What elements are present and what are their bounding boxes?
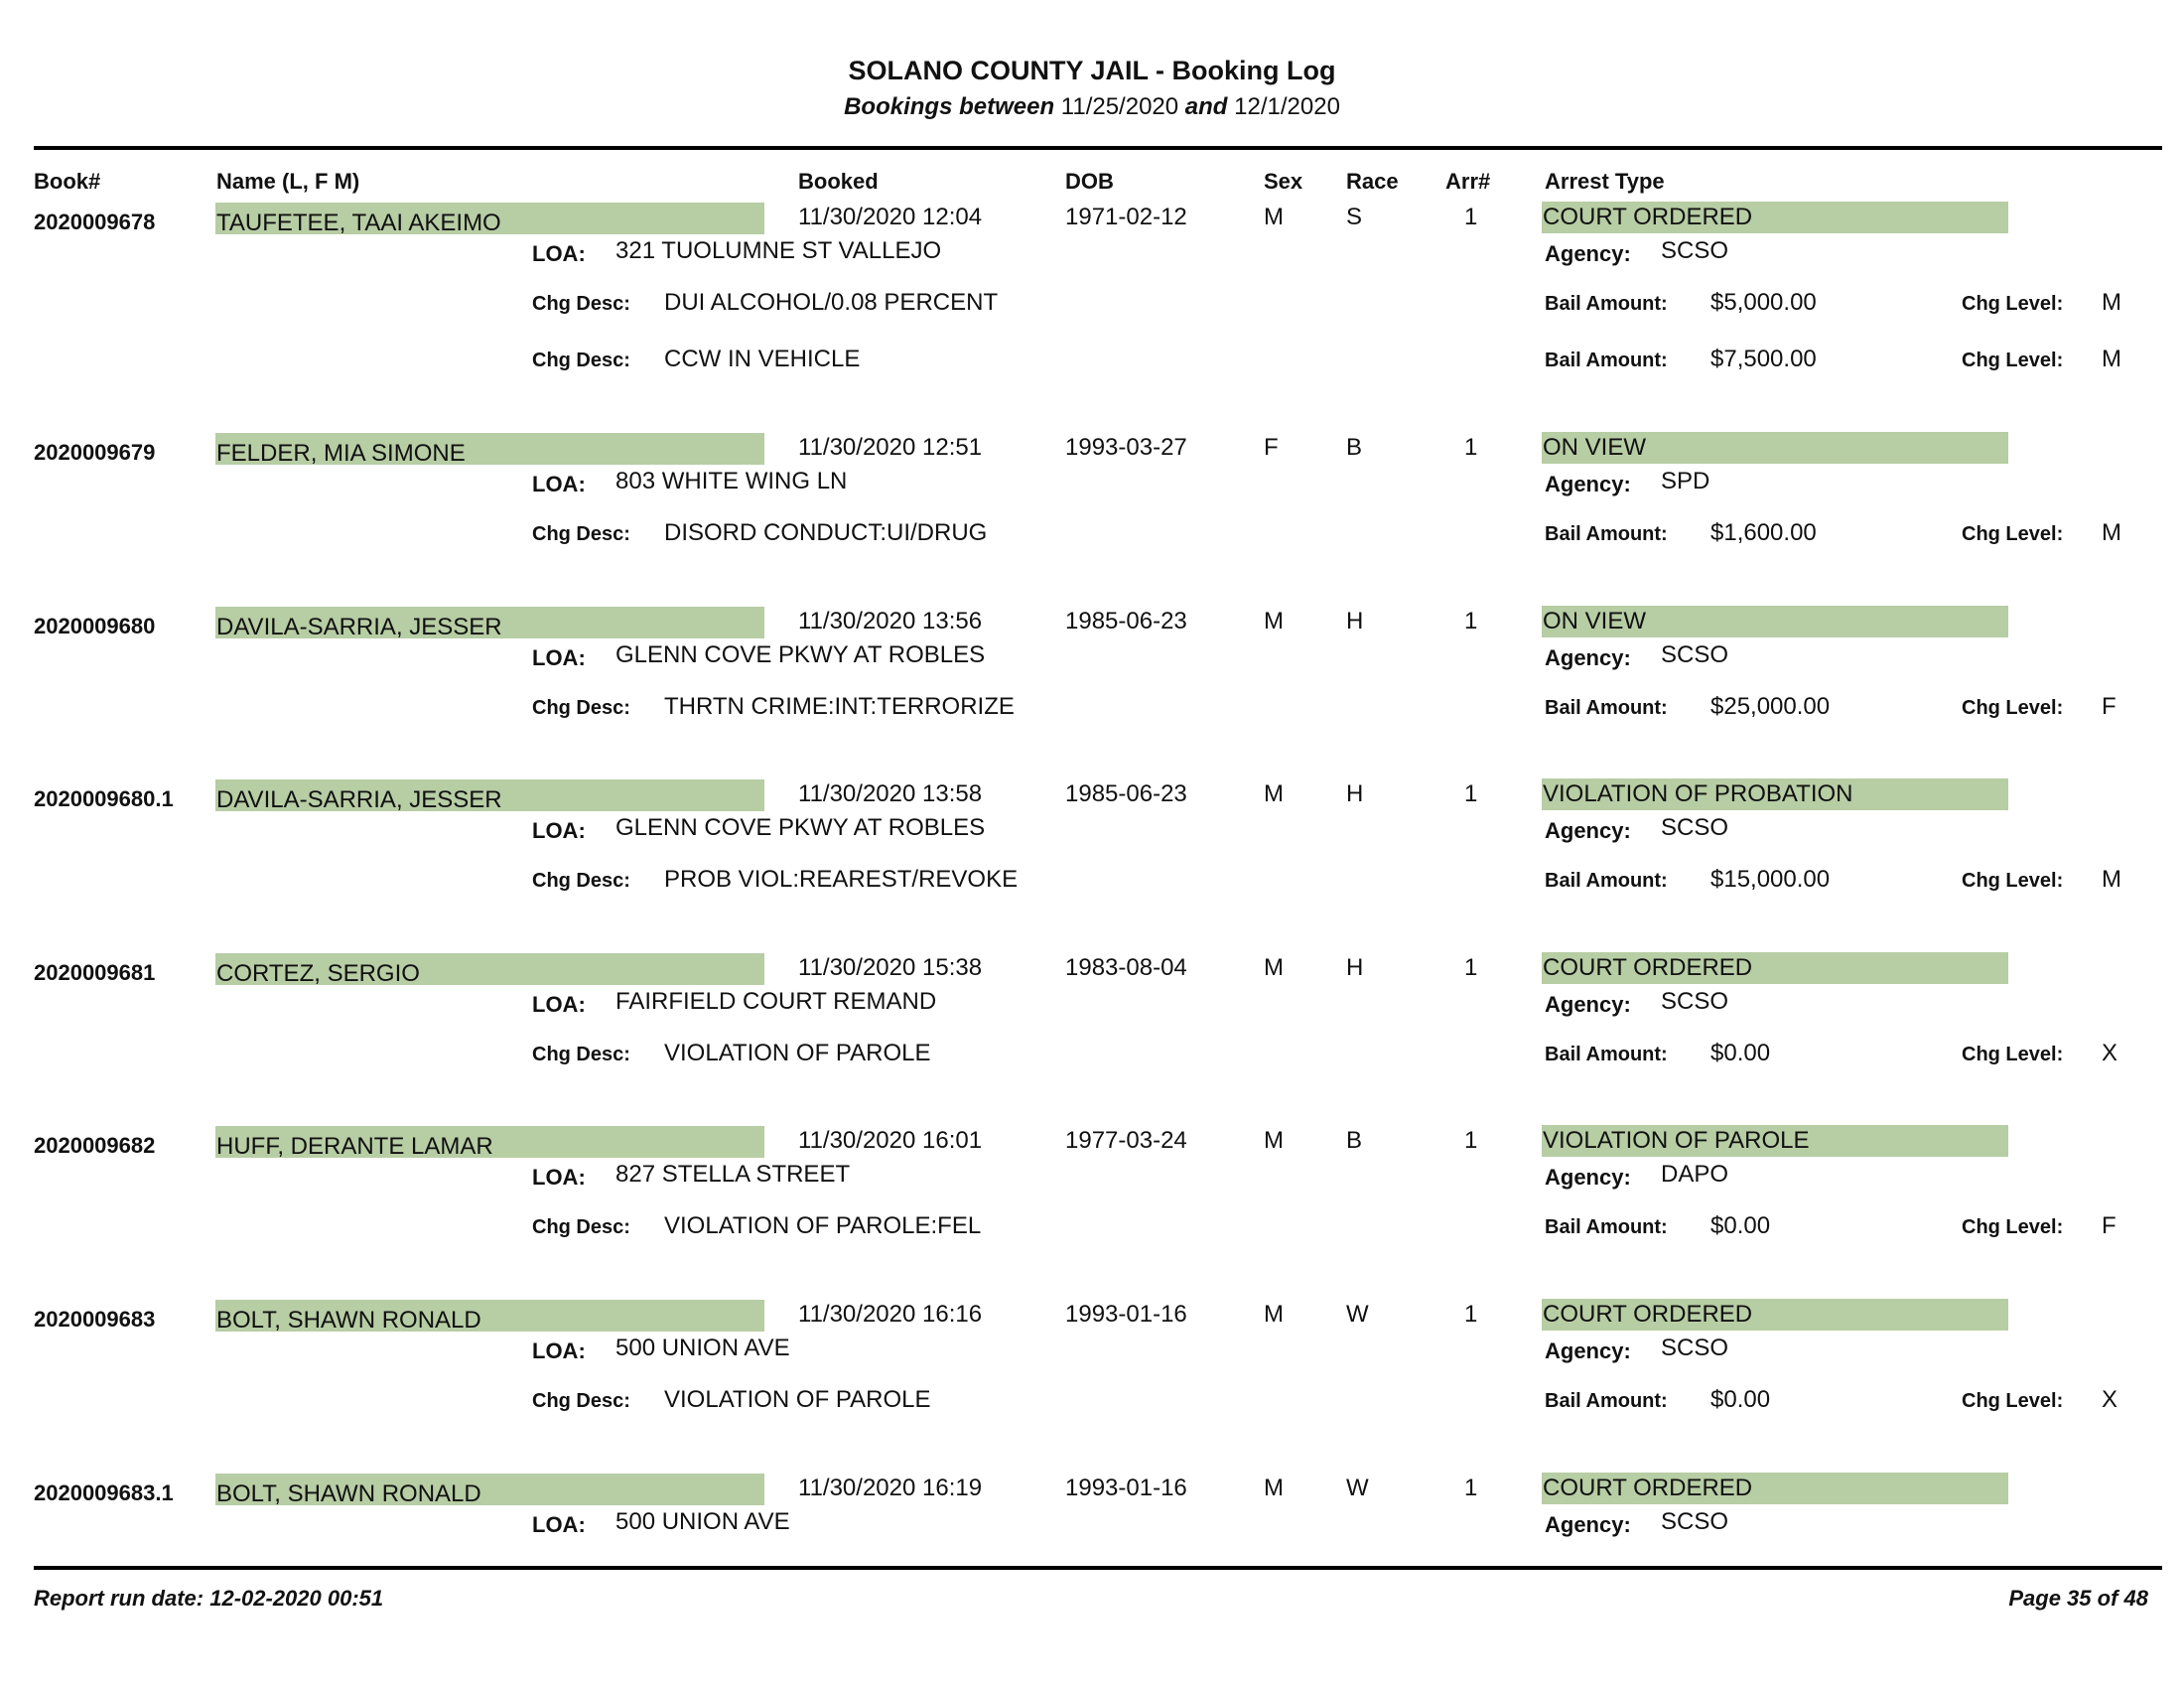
race-value: W (1346, 1475, 1369, 1501)
race-value: B (1346, 1127, 1363, 1154)
arrest-number: 1 (1464, 1475, 1478, 1501)
subtitle-and: and (1184, 93, 1228, 120)
bail-amount-label: Bail Amount: (1545, 523, 1668, 545)
booking-record (0, 608, 2184, 782)
loa-label: LOA: (532, 472, 586, 496)
col-header-sex: Sex (1264, 169, 1303, 194)
loa-value: 500 UNION AVE (615, 1508, 790, 1535)
bail-amount-label: Bail Amount: (1545, 1216, 1668, 1238)
bail-amount-value: $5,000.00 (1710, 289, 1817, 316)
chg-level-label: Chg Level: (1962, 1044, 2064, 1065)
chg-level-label: Chg Level: (1962, 523, 2064, 545)
chg-desc-value: PROB VIOL:REAREST/REVOKE (664, 866, 1019, 893)
agency-label: Agency: (1545, 818, 1631, 843)
bail-amount-label: Bail Amount: (1545, 697, 1668, 719)
agency-label: Agency: (1545, 472, 1631, 496)
race-value: S (1346, 204, 1363, 230)
book-number: 2020009682 (34, 1133, 156, 1158)
bail-amount-value: $0.00 (1710, 1040, 1771, 1066)
report-title: SOLANO COUNTY JAIL - Booking Log (848, 56, 1336, 85)
book-number: 2020009683.1 (34, 1480, 174, 1505)
chg-level-label: Chg Level: (1962, 1216, 2064, 1238)
bail-amount-value: $15,000.00 (1710, 866, 1831, 893)
date-of-birth: 1983-08-04 (1065, 954, 1187, 981)
chg-desc-label: Chg Desc: (532, 1216, 630, 1238)
arrest-number: 1 (1464, 204, 1478, 230)
bail-amount-value: $25,000.00 (1710, 693, 1831, 720)
chg-level-value: M (2102, 519, 2121, 546)
bail-amount-label: Bail Amount: (1545, 350, 1668, 371)
arrest-type: COURT ORDERED (1543, 954, 1753, 981)
sex-value: M (1264, 954, 1284, 981)
race-value: B (1346, 434, 1363, 461)
date-of-birth: 1993-03-27 (1065, 434, 1187, 461)
booking-record (0, 434, 2184, 609)
loa-value: 803 WHITE WING LN (615, 468, 848, 494)
date-of-birth: 1985-06-23 (1065, 608, 1187, 634)
chg-desc-value: DISORD CONDUCT:UI/DRUG (664, 519, 988, 546)
chg-desc-label: Chg Desc: (532, 1044, 630, 1065)
chg-level-label: Chg Level: (1962, 293, 2064, 315)
chg-level-value: M (2102, 346, 2121, 372)
inmate-name: HUFF, DERANTE LAMAR (216, 1133, 493, 1160)
agency-value: SCSO (1661, 814, 1729, 841)
agency-label: Agency: (1545, 1165, 1631, 1190)
booking-record (0, 1475, 2184, 1649)
chg-level-label: Chg Level: (1962, 350, 2064, 371)
bail-amount-label: Bail Amount: (1545, 1390, 1668, 1412)
chg-desc-label: Chg Desc: (532, 350, 630, 371)
page-number: Page 35 of 48 (2008, 1586, 2148, 1611)
inmate-name: DAVILA-SARRIA, JESSER (216, 614, 502, 640)
loa-label: LOA: (532, 1512, 586, 1537)
report-subtitle (0, 93, 2184, 121)
race-value: H (1346, 954, 1364, 981)
chg-desc-value: VIOLATION OF PAROLE (664, 1040, 931, 1066)
agency-label: Agency: (1545, 241, 1631, 266)
bail-amount-label: Bail Amount: (1545, 870, 1668, 892)
start-date: 11/25/2020 (1060, 93, 1179, 120)
arrest-number: 1 (1464, 1301, 1478, 1328)
chg-level-value: F (2102, 693, 2116, 720)
report-run-date: Report run date: 12-02-2020 00:51 (34, 1586, 384, 1611)
book-number: 2020009683 (34, 1307, 156, 1332)
chg-level-value: F (2102, 1212, 2116, 1239)
chg-desc-label: Chg Desc: (532, 523, 630, 545)
bail-amount-value: $1,600.00 (1710, 519, 1817, 546)
sex-value: M (1264, 1301, 1284, 1328)
col-header-arrest-type: Arrest Type (1545, 169, 1665, 194)
arrest-type: COURT ORDERED (1543, 1475, 1753, 1501)
booked-datetime: 11/30/2020 12:51 (798, 434, 983, 461)
date-of-birth: 1977-03-24 (1065, 1127, 1187, 1154)
arrest-type: VIOLATION OF PAROLE (1543, 1127, 1810, 1154)
loa-value: GLENN COVE PKWY AT ROBLES (615, 641, 986, 668)
chg-desc-value: CCW IN VEHICLE (664, 346, 861, 372)
booked-datetime: 11/30/2020 13:58 (798, 780, 983, 807)
booking-record (0, 1301, 2184, 1476)
loa-value: 321 TUOLUMNE ST VALLEJO (615, 237, 942, 264)
sex-value: M (1264, 780, 1284, 807)
loa-label: LOA: (532, 241, 586, 266)
inmate-name: DAVILA-SARRIA, JESSER (216, 786, 502, 813)
book-number: 2020009679 (34, 440, 156, 465)
date-of-birth: 1971-02-12 (1065, 204, 1187, 230)
book-number: 2020009678 (34, 210, 156, 234)
end-date: 12/1/2020 (1234, 93, 1340, 120)
agency-value: SCSO (1661, 1335, 1729, 1361)
agency-label: Agency: (1545, 645, 1631, 670)
chg-level-value: X (2102, 1386, 2118, 1413)
booked-datetime: 11/30/2020 16:19 (798, 1475, 983, 1501)
booked-datetime: 11/30/2020 15:38 (798, 954, 983, 981)
chg-level-value: X (2102, 1040, 2118, 1066)
bail-amount-value: $0.00 (1710, 1212, 1771, 1239)
book-number: 2020009680 (34, 614, 156, 638)
col-header-dob: DOB (1065, 169, 1114, 194)
booking-record (0, 204, 2184, 378)
agency-value: DAPO (1661, 1161, 1729, 1188)
chg-level-value: M (2102, 289, 2121, 316)
sex-value: M (1264, 1127, 1284, 1154)
chg-desc-value: VIOLATION OF PAROLE (664, 1386, 931, 1413)
race-value: H (1346, 608, 1364, 634)
agency-label: Agency: (1545, 1338, 1631, 1363)
chg-desc-value: THRTN CRIME:INT:TERRORIZE (664, 693, 1015, 720)
bail-amount-value: $0.00 (1710, 1386, 1771, 1413)
loa-label: LOA: (532, 818, 586, 843)
book-number: 2020009680.1 (34, 786, 174, 811)
chg-desc-value: VIOLATION OF PAROLE:FEL (664, 1212, 982, 1239)
race-value: H (1346, 780, 1364, 807)
loa-label: LOA: (532, 1338, 586, 1363)
agency-value: SCSO (1661, 1508, 1729, 1535)
bail-amount-value: $7,500.00 (1710, 346, 1817, 372)
arrest-number: 1 (1464, 608, 1478, 634)
inmate-name: FELDER, MIA SIMONE (216, 440, 466, 467)
bail-amount-label: Bail Amount: (1545, 1044, 1668, 1065)
booked-datetime: 11/30/2020 12:04 (798, 204, 983, 230)
col-header-name: Name (L, F M) (216, 169, 360, 194)
agency-label: Agency: (1545, 992, 1631, 1017)
race-value: W (1346, 1301, 1369, 1328)
chg-desc-label: Chg Desc: (532, 870, 630, 892)
loa-value: GLENN COVE PKWY AT ROBLES (615, 814, 986, 841)
chg-level-label: Chg Level: (1962, 1390, 2064, 1412)
loa-label: LOA: (532, 645, 586, 670)
inmate-name: TAUFETEE, TAAI AKEIMO (216, 210, 501, 236)
agency-value: SPD (1661, 468, 1710, 494)
arrest-type: VIOLATION OF PROBATION (1543, 780, 1853, 807)
date-of-birth: 1993-01-16 (1065, 1301, 1187, 1328)
booked-datetime: 11/30/2020 16:01 (798, 1127, 983, 1154)
agency-value: SCSO (1661, 237, 1729, 264)
col-header-race: Race (1346, 169, 1399, 194)
agency-value: SCSO (1661, 988, 1729, 1015)
arrest-type: COURT ORDERED (1543, 1301, 1753, 1328)
arrest-number: 1 (1464, 954, 1478, 981)
agency-value: SCSO (1661, 641, 1729, 668)
arrest-number: 1 (1464, 1127, 1478, 1154)
chg-desc-label: Chg Desc: (532, 293, 630, 315)
arrest-number: 1 (1464, 434, 1478, 461)
arrest-type: COURT ORDERED (1543, 204, 1753, 230)
loa-value: 500 UNION AVE (615, 1335, 790, 1361)
inmate-name: BOLT, SHAWN RONALD (216, 1480, 481, 1507)
chg-level-label: Chg Level: (1962, 697, 2064, 719)
col-header-booked: Booked (798, 169, 879, 194)
arrest-number: 1 (1464, 780, 1478, 807)
booked-datetime: 11/30/2020 13:56 (798, 608, 983, 634)
chg-desc-label: Chg Desc: (532, 697, 630, 719)
subtitle-prefix: Bookings between (844, 93, 1055, 120)
date-of-birth: 1993-01-16 (1065, 1475, 1187, 1501)
sex-value: M (1264, 608, 1284, 634)
sex-value: F (1264, 434, 1279, 461)
bottom-rule (34, 1566, 2162, 1570)
loa-value: 827 STELLA STREET (615, 1161, 851, 1188)
arrest-type: ON VIEW (1543, 434, 1647, 461)
chg-level-label: Chg Level: (1962, 870, 2064, 892)
bail-amount-label: Bail Amount: (1545, 293, 1668, 315)
chg-desc-value: DUI ALCOHOL/0.08 PERCENT (664, 289, 999, 316)
col-header-arr: Arr# (1445, 169, 1491, 194)
booking-record (0, 954, 2184, 1129)
book-number: 2020009681 (34, 960, 156, 985)
booking-record (0, 780, 2184, 955)
booking-record (0, 1127, 2184, 1302)
col-header-book: Book# (34, 169, 101, 194)
sex-value: M (1264, 204, 1284, 230)
sex-value: M (1264, 1475, 1284, 1501)
agency-label: Agency: (1545, 1512, 1631, 1537)
loa-value: FAIRFIELD COURT REMAND (615, 988, 937, 1015)
top-rule (34, 146, 2162, 150)
chg-desc-label: Chg Desc: (532, 1390, 630, 1412)
loa-label: LOA: (532, 1165, 586, 1190)
inmate-name: CORTEZ, SERGIO (216, 960, 420, 987)
chg-level-value: M (2102, 866, 2121, 893)
inmate-name: BOLT, SHAWN RONALD (216, 1307, 481, 1334)
booked-datetime: 11/30/2020 16:16 (798, 1301, 983, 1328)
arrest-type: ON VIEW (1543, 608, 1647, 634)
loa-label: LOA: (532, 992, 586, 1017)
date-of-birth: 1985-06-23 (1065, 780, 1187, 807)
